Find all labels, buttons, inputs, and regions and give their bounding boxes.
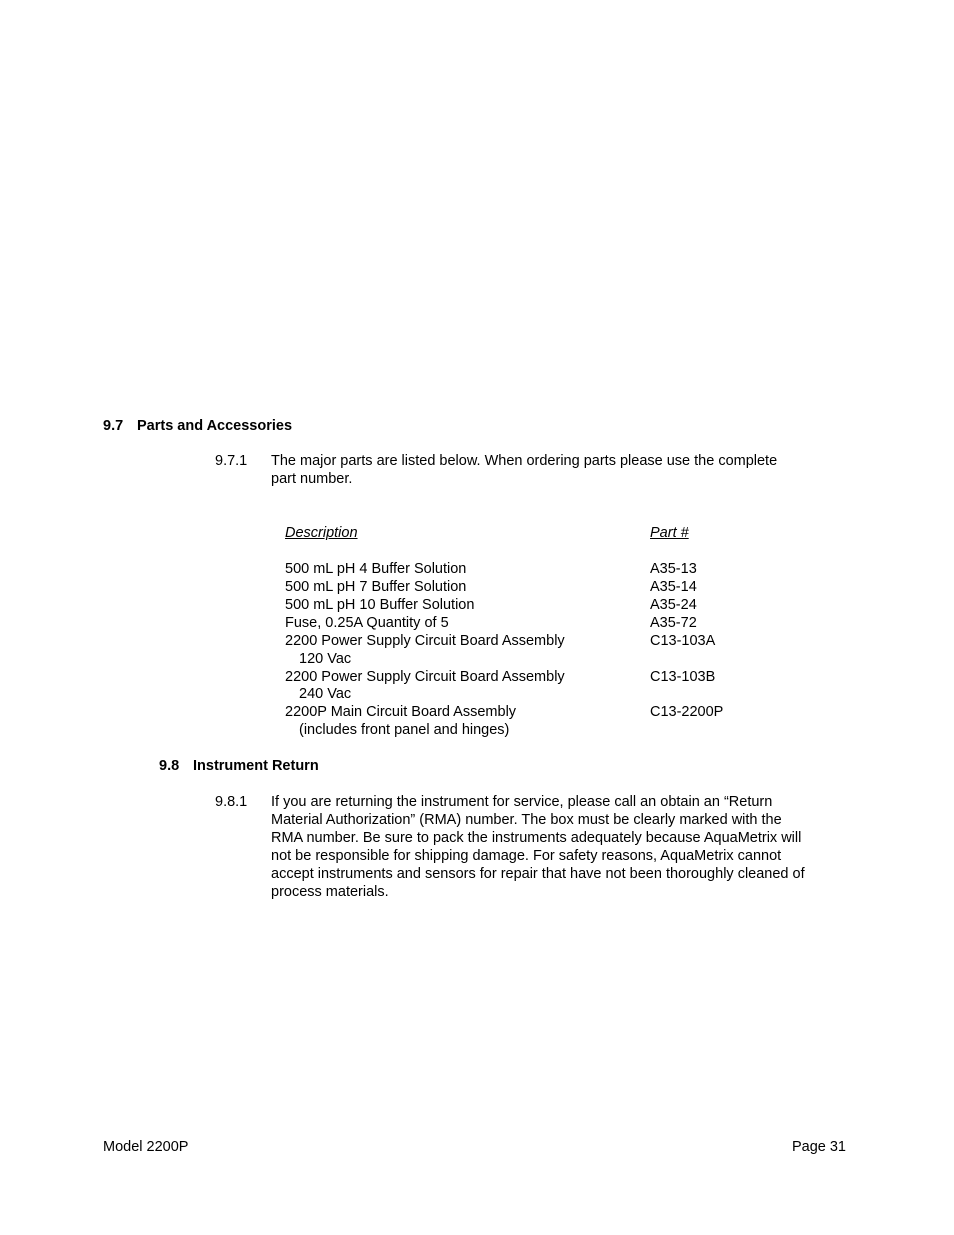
item-9-8-1-number: 9.8.1 xyxy=(215,794,248,810)
row-description: 2200P Main Circuit Board Assembly xyxy=(285,704,517,720)
item-9-7-1-text-line1: The major parts are listed below. When ordering parts please use the complete xyxy=(271,453,778,469)
table-row xyxy=(0,632,954,650)
table-row xyxy=(0,668,954,686)
section-9-7-number: 9.7 xyxy=(103,418,124,434)
footer-model: Model 2200P xyxy=(103,1139,189,1155)
row-part-number: A35-14 xyxy=(650,579,697,595)
row-description-sub: 240 Vac xyxy=(299,686,352,702)
row-description: 2200 Power Supply Circuit Board Assembly xyxy=(285,669,565,685)
item-9-7-1-number: 9.7.1 xyxy=(215,453,248,469)
paragraph-line: accept instruments and sensors for repair that have not been thoroughly cleaned of xyxy=(271,866,805,882)
paragraph-line: process materials. xyxy=(271,884,389,900)
table-header-description: Description xyxy=(285,525,358,541)
paragraph-line: If you are returning the instrument for service, please call an obtain an “Return xyxy=(271,794,773,810)
table-row-continuation xyxy=(0,685,954,703)
row-part-number: C13-103A xyxy=(650,633,716,649)
paragraph-line: Material Authorization” (RMA) number. The box must be clearly marked with the xyxy=(271,812,782,828)
row-part-number: C13-2200P xyxy=(650,704,724,720)
table-row xyxy=(0,560,954,578)
row-description: 2200 Power Supply Circuit Board Assembly xyxy=(285,633,565,649)
table-row xyxy=(0,578,954,596)
table-row xyxy=(0,596,954,614)
row-part-number: A35-13 xyxy=(650,561,697,577)
table-row-continuation xyxy=(0,650,954,668)
item-9-7-1-text-line2: part number. xyxy=(271,471,353,487)
table-row-continuation xyxy=(0,721,954,739)
row-description-sub: 120 Vac xyxy=(299,651,352,667)
footer-page-number: Page 31 xyxy=(791,1139,846,1155)
section-9-8-number: 9.8 xyxy=(159,758,180,774)
paragraph-line: not be responsible for shipping damage. For safety reasons, AquaMetrix cannot xyxy=(271,848,782,864)
row-part-number: C13-103B xyxy=(650,669,716,685)
section-9-8-title: Instrument Return xyxy=(193,758,319,774)
table-header-part: Part # xyxy=(650,525,689,541)
row-part-number: A35-24 xyxy=(650,597,697,613)
section-9-7-title: Parts and Accessories xyxy=(137,418,293,434)
row-description: 500 mL pH 7 Buffer Solution xyxy=(285,579,467,595)
row-description: 500 mL pH 10 Buffer Solution xyxy=(285,597,475,613)
table-row xyxy=(0,614,954,632)
paragraph-line: RMA number. Be sure to pack the instruments adequately because AquaMetrix will xyxy=(271,830,802,846)
row-description: Fuse, 0.25A Quantity of 5 xyxy=(285,615,449,631)
table-row xyxy=(0,703,954,721)
row-description: 500 mL pH 4 Buffer Solution xyxy=(285,561,467,577)
row-part-number: A35-72 xyxy=(650,615,697,631)
row-description-sub: (includes front panel and hinges) xyxy=(299,722,510,738)
